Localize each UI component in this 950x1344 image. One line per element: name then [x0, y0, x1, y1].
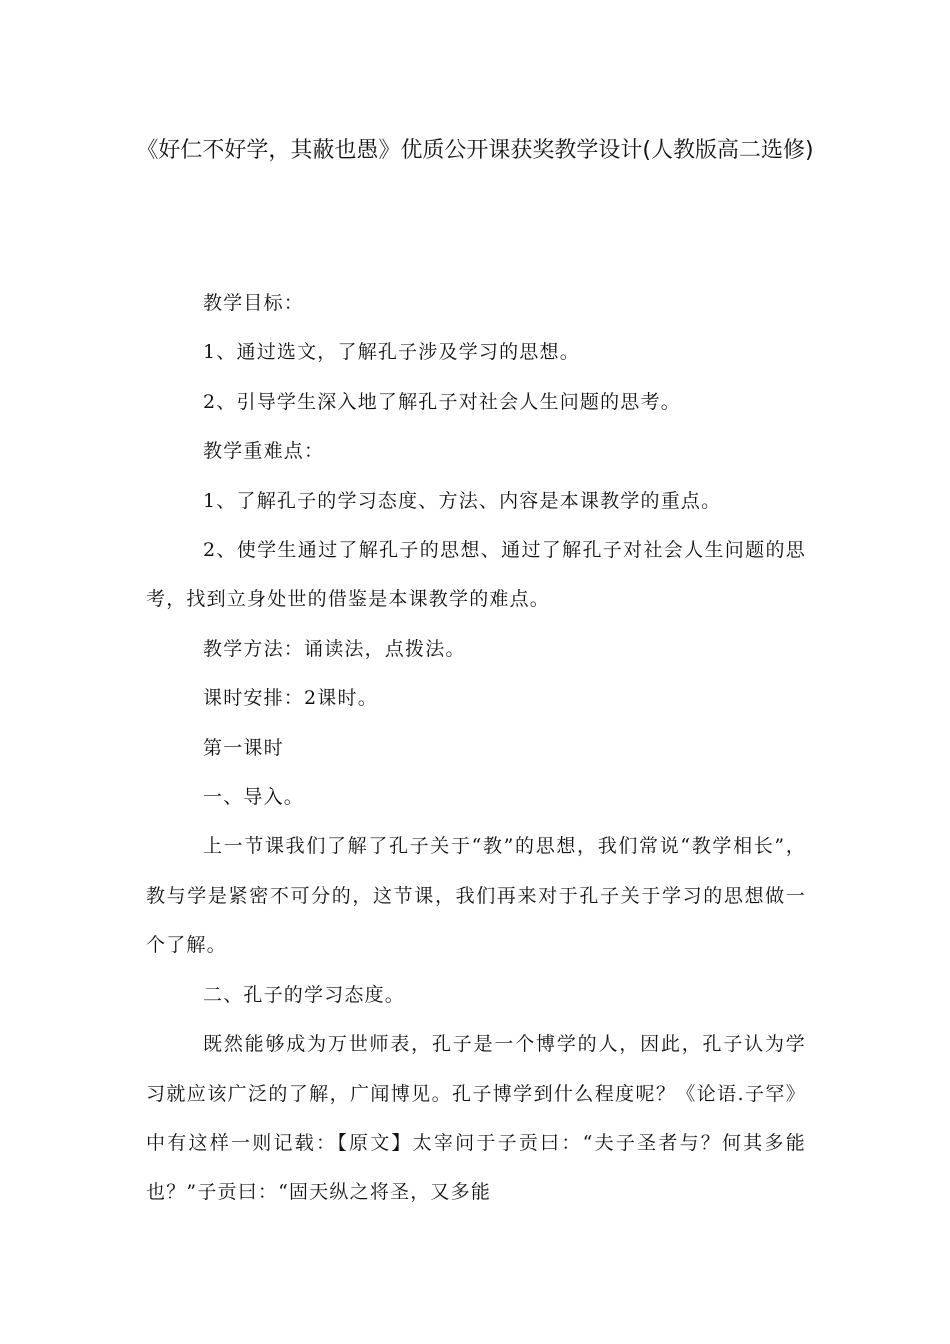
paragraph-objective-1: 1、通过选文，了解孔子涉及学习的思想。	[203, 341, 580, 364]
paragraph-attitude-text: 既然能够成为万世师表，孔子是一个博学的人，因此，孔子认为学习就应该广泛的了解，广闻博见。孔子博学到什么程度呢？《论语.子罕》中有这样一则记载：【原文】太宰问于子贡曰：“夫子圣者与？何其多能也？”子贡曰：“固天纵之将圣，又多能	[146, 1033, 806, 1204]
paragraph-teaching-method: 教学方法：诵读法，点拨法。	[203, 637, 466, 660]
document-title: 《好仁不好学，其蔽也愚》优质公开课获奖教学设计(人教版高二选修)	[136, 138, 814, 163]
paragraph-intro-text: 上一节课我们了解了孔子关于“教”的思想，我们常说“教学相长”，教与学是紧密不可分的，这节课，我们再来对于孔子关于学习的思想做一个了解。	[146, 835, 806, 957]
paragraph-keypoint-2: 2、使学生通过了解孔子的思想、通过了解孔子对社会人生问题的思考，找到立身处世的借鉴是本课教学的难点。	[146, 539, 806, 611]
paragraph-keypoints-heading: 教学重难点：	[203, 440, 325, 463]
paragraph-section-attitude: 二、孔子的学习态度。	[203, 983, 406, 1006]
paragraph-objective-2: 2、引导学生深入地了解孔子对社会人生问题的思考。	[203, 390, 681, 413]
paragraph-keypoint-1: 1、了解孔子的学习态度、方法、内容是本课教学的重点。	[203, 489, 722, 512]
document-body	[146, 279, 806, 1218]
paragraph-schedule: 课时安排：2课时。	[203, 687, 378, 710]
paragraph-section-intro: 一、导入。	[203, 786, 305, 809]
paragraph-lesson-one: 第一课时	[203, 736, 284, 759]
paragraph-objectives-heading: 教学目标：	[203, 292, 305, 314]
